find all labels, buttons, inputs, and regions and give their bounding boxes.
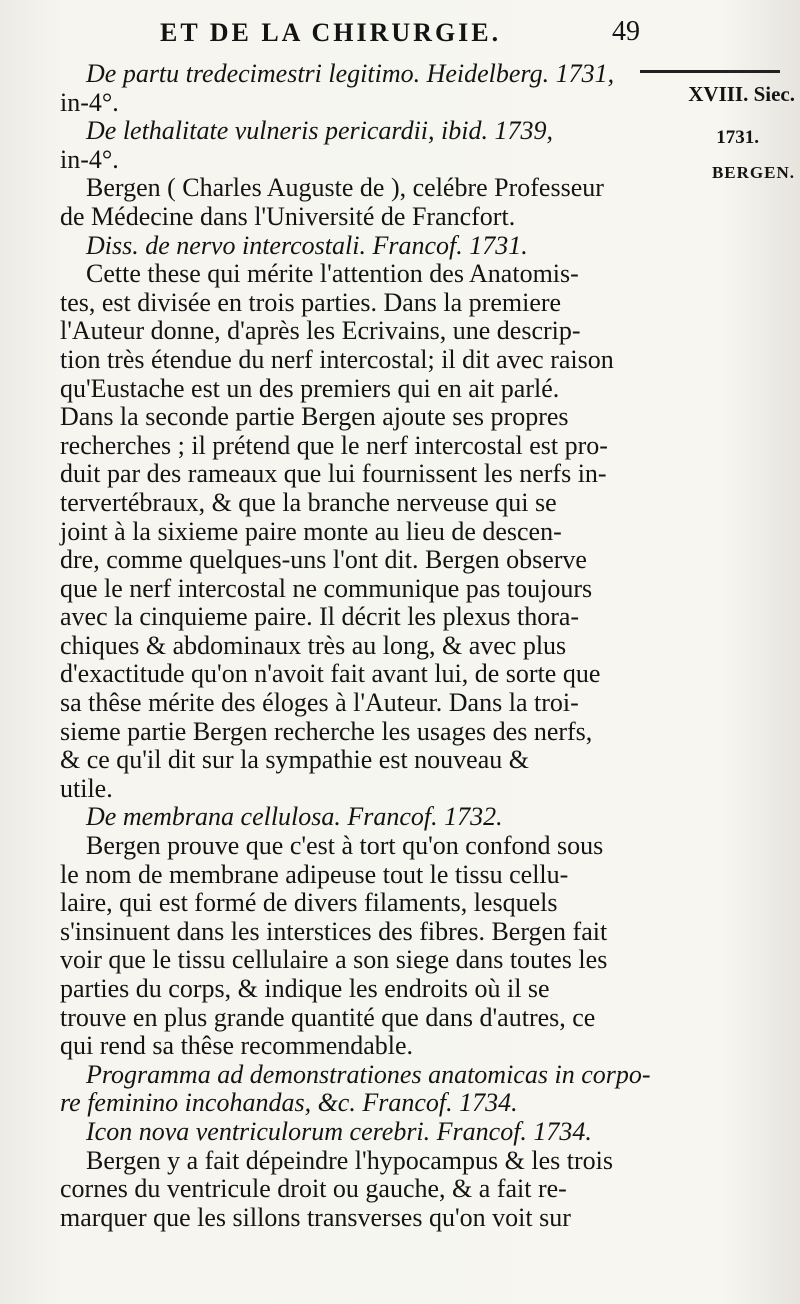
- text-line: l'Auteur donne, d'après les Ecrivains, une descrip-: [60, 316, 581, 346]
- text-line: avec la cinquieme paire. Il décrit les plexus thora-: [60, 602, 580, 632]
- text-line: duit par des rameaux que lui fournissent les nerfs in-: [60, 459, 607, 489]
- text-line: parties du corps, & indique les endroits où il se: [60, 974, 550, 1003]
- text-line: le nom de membrane adipeuse tout le tissu cellu-: [60, 859, 569, 889]
- text-line: dre, comme quelques-uns l'ont dit. Bergen observe: [60, 545, 587, 575]
- text-line: trouve en plus grande quantité que dans d'autres, ce: [60, 1002, 596, 1032]
- margin-year: 1731.: [716, 127, 759, 148]
- text-line: sa thêse mérite des éloges à l'Auteur. Dans la troi-: [60, 688, 579, 718]
- text-line: cornes du ventricule droit ou gauche, & a fait re-: [60, 1174, 567, 1204]
- paragraph: [60, 1175, 660, 1232]
- margin-rule: [640, 70, 780, 73]
- text-line: tion très étendue du nerf intercostal; il dit avec raison: [60, 344, 614, 374]
- text-line: & ce qu'il dit sur la sympathie est nouveau &: [60, 745, 529, 775]
- paragraph: [60, 1147, 660, 1176]
- title-entry: [60, 117, 660, 146]
- paragraph: [60, 174, 660, 203]
- text-line: Icon nova ventriculorum cerebri. Francof. 1734.: [86, 1116, 592, 1146]
- paragraph: [60, 203, 660, 232]
- text-line: in-4°.: [60, 87, 119, 117]
- page-header: [150, 14, 650, 54]
- text-line: que le nerf intercostal ne communique pas toujours: [60, 573, 593, 603]
- paragraph: [60, 146, 660, 175]
- text-line: d'exactitude qu'on n'avoit fait avant lui, de sorte que: [60, 659, 601, 689]
- text-line: Cette these qui mérite l'attention des Anatomis-: [86, 259, 579, 289]
- text-line: De lethalitate vulneris pericardii, ibid. 1739,: [86, 116, 553, 146]
- text-line: De membrana cellulosa. Francof. 1732.: [86, 802, 503, 832]
- paragraph: [60, 861, 660, 1061]
- title-entry: [60, 1089, 660, 1118]
- paragraph: [60, 289, 660, 804]
- paragraph: [60, 89, 660, 118]
- text-line: Bergen y a fait dépeindre l'hypocampus & les trois: [86, 1145, 613, 1175]
- text-line: qu'Eustache est un des premiers qui en ait parlé.: [60, 373, 560, 403]
- text-line: De partu tredecimestri legitimo. Heidelberg. 1731,: [86, 59, 615, 88]
- page-number: 49: [612, 16, 640, 47]
- title-entry: [60, 232, 660, 261]
- text-line: voir que le tissu cellulaire a son siege dans toutes les: [60, 945, 608, 975]
- margin-name: BERGEN.: [711, 163, 795, 182]
- text-line: re feminino incohandas, &c. Francof. 1734.: [60, 1088, 518, 1118]
- text-line: de Médecine dans l'Université de Francfort.: [60, 201, 516, 231]
- margin-century: XVIII. Siec.: [688, 82, 795, 106]
- title-entry: [60, 1118, 660, 1147]
- text-line: laire, qui est formé de divers filaments, lesquels: [60, 888, 558, 918]
- text-line: Diss. de nervo intercostali. Francof. 1731.: [86, 230, 528, 260]
- body-text: [60, 60, 660, 1232]
- text-line: Bergen ( Charles Auguste de ), celébre Professeur: [86, 173, 604, 203]
- paragraph: [60, 260, 660, 289]
- title-entry: [60, 1061, 660, 1090]
- text-line: utile.: [60, 773, 113, 803]
- paragraph: [60, 832, 660, 861]
- text-line: qui rend sa thêse recommendable.: [60, 1031, 414, 1061]
- text-line: tervertébraux, & que la branche nerveuse qui se: [60, 487, 557, 517]
- text-line: marquer que les sillons transverses qu'on voit sur: [60, 1202, 571, 1232]
- title-entry: [60, 803, 660, 832]
- text-line: in-4°.: [60, 144, 119, 174]
- text-line: chiques & abdominaux très au long, & avec plus: [60, 630, 567, 660]
- title-entry: [60, 60, 660, 89]
- text-line: Bergen prouve que c'est à tort qu'on confond sous: [86, 831, 604, 861]
- running-head: ET DE LA CHIRURGIE.: [160, 18, 502, 47]
- text-line: s'insinuent dans les interstices des fibres. Bergen fait: [60, 916, 608, 946]
- text-line: tes, est divisée en trois parties. Dans la premiere: [60, 287, 562, 317]
- text-line: sieme partie Bergen recherche les usages des nerfs,: [60, 716, 593, 746]
- text-line: joint à la sixieme paire monte au lieu de descen-: [60, 516, 562, 546]
- text-line: Dans la seconde partie Bergen ajoute ses propres: [60, 402, 569, 432]
- text-line: recherches ; il prétend que le nerf intercostal est pro-: [60, 430, 608, 460]
- text-line: Programma ad demonstrationes anatomicas in corpo-: [86, 1059, 651, 1089]
